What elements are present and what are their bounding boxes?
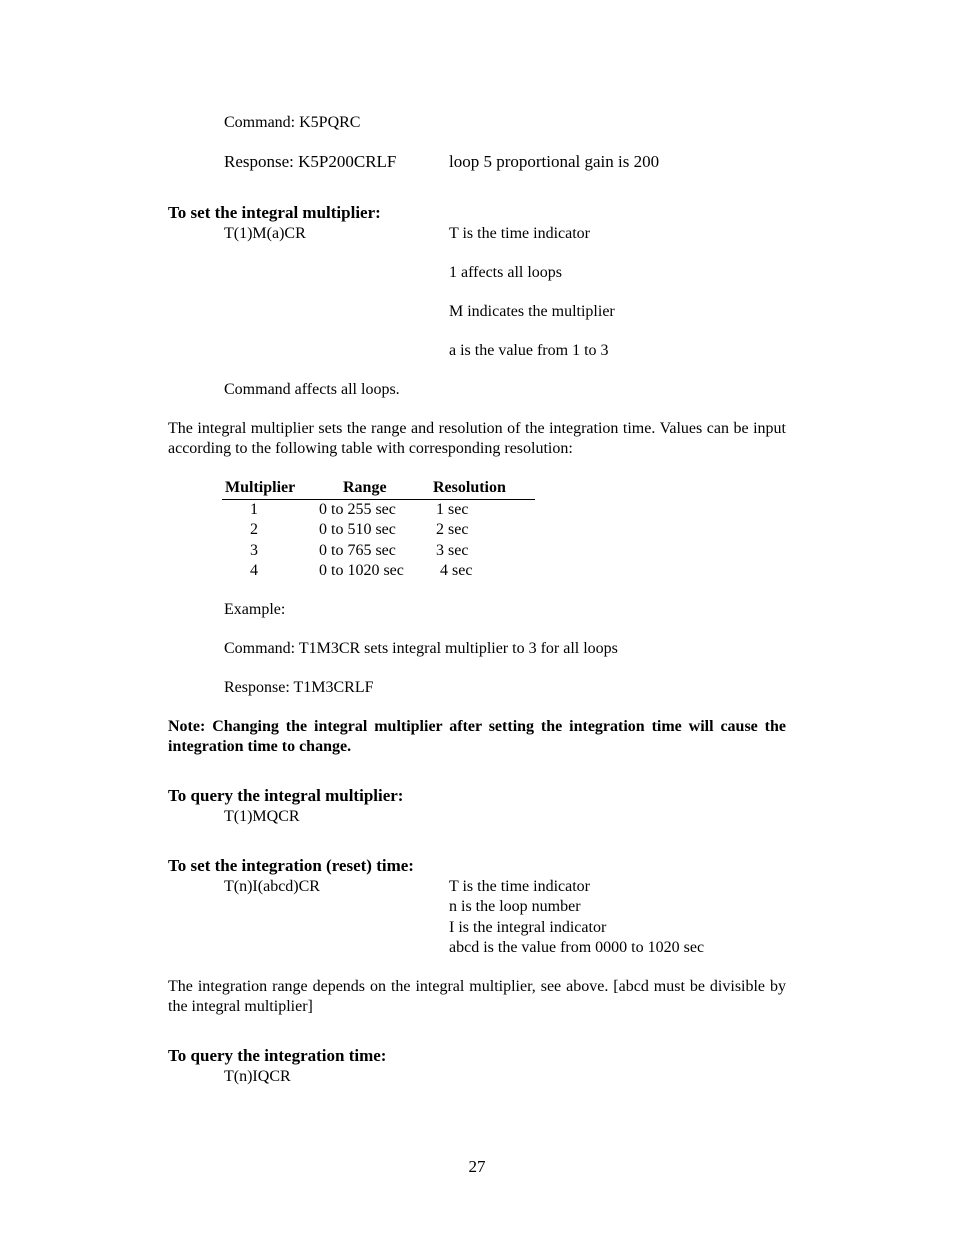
example-command: Command: T1M3CR sets integral multiplier to 3 for all loops: [224, 640, 618, 657]
example-response: Response: T1M3CRLF: [224, 679, 374, 696]
set-multiplier-desc-1: T is the time indicator: [449, 225, 591, 242]
table-cell-multiplier: 4: [250, 562, 258, 579]
set-multiplier-note: Command affects all loops.: [224, 381, 400, 398]
warning-note: Note: Changing the integral multiplier after setting the integration time will cause the integration time to change.: [168, 718, 786, 755]
multiplier-paragraph: The integral multiplier sets the range and resolution of the integration time. Values can be input according to the following table with corresponding resolution:: [168, 420, 786, 457]
response-description: loop 5 proportional gain is 200: [449, 152, 660, 171]
set-integration-desc-2: n is the loop number: [449, 898, 581, 915]
table-cell-range: 0 to 255 sec: [319, 501, 396, 518]
example-label: Example:: [224, 601, 286, 618]
table-header-range: Range: [343, 479, 387, 496]
page-number: 27: [468, 1157, 486, 1176]
set-integration-desc-4: abcd is the value from 0000 to 1020 sec: [449, 939, 705, 956]
query-multiplier-command: T(1)MQCR: [224, 808, 300, 825]
set-multiplier-desc-4: a is the value from 1 to 3: [449, 342, 609, 359]
table-cell-range: 0 to 510 sec: [319, 521, 396, 538]
table-cell-range: 0 to 1020 sec: [319, 562, 404, 579]
set-multiplier-heading: To set the integral multiplier:: [168, 203, 381, 222]
table-cell-multiplier: 3: [250, 542, 258, 559]
query-multiplier-heading: To query the integral multiplier:: [168, 786, 404, 805]
table-cell-range: 0 to 765 sec: [319, 542, 396, 559]
set-multiplier-desc-3: M indicates the multiplier: [449, 303, 615, 320]
integration-paragraph: The integration range depends on the integral multiplier, see above. [abcd must be divisible by the integral multiplier]: [168, 978, 786, 1015]
command-text: Command: K5PQRC: [224, 114, 361, 131]
table-cell-resolution: 4 sec: [440, 562, 473, 579]
table-cell-resolution: 1 sec: [436, 501, 469, 518]
table-cell-multiplier: 1: [250, 501, 258, 518]
query-integration-command: T(n)IQCR: [224, 1068, 291, 1085]
set-integration-desc-3: I is the integral indicator: [449, 919, 607, 936]
set-integration-command: T(n)I(abcd)CR: [224, 878, 320, 895]
set-multiplier-command: T(1)M(a)CR: [224, 225, 306, 242]
query-integration-heading: To query the integration time:: [168, 1046, 387, 1065]
table-cell-multiplier: 2: [250, 521, 258, 538]
response-text: Response: K5P200CRLF: [224, 152, 397, 171]
table-header-resolution: Resolution: [433, 479, 506, 496]
table-cell-resolution: 3 sec: [436, 542, 469, 559]
set-integration-heading: To set the integration (reset) time:: [168, 856, 414, 875]
set-multiplier-desc-2: 1 affects all loops: [449, 264, 563, 281]
table-cell-resolution: 2 sec: [436, 521, 469, 538]
set-integration-desc-1: T is the time indicator: [449, 878, 591, 895]
table-header-multiplier: Multiplier: [225, 479, 296, 496]
